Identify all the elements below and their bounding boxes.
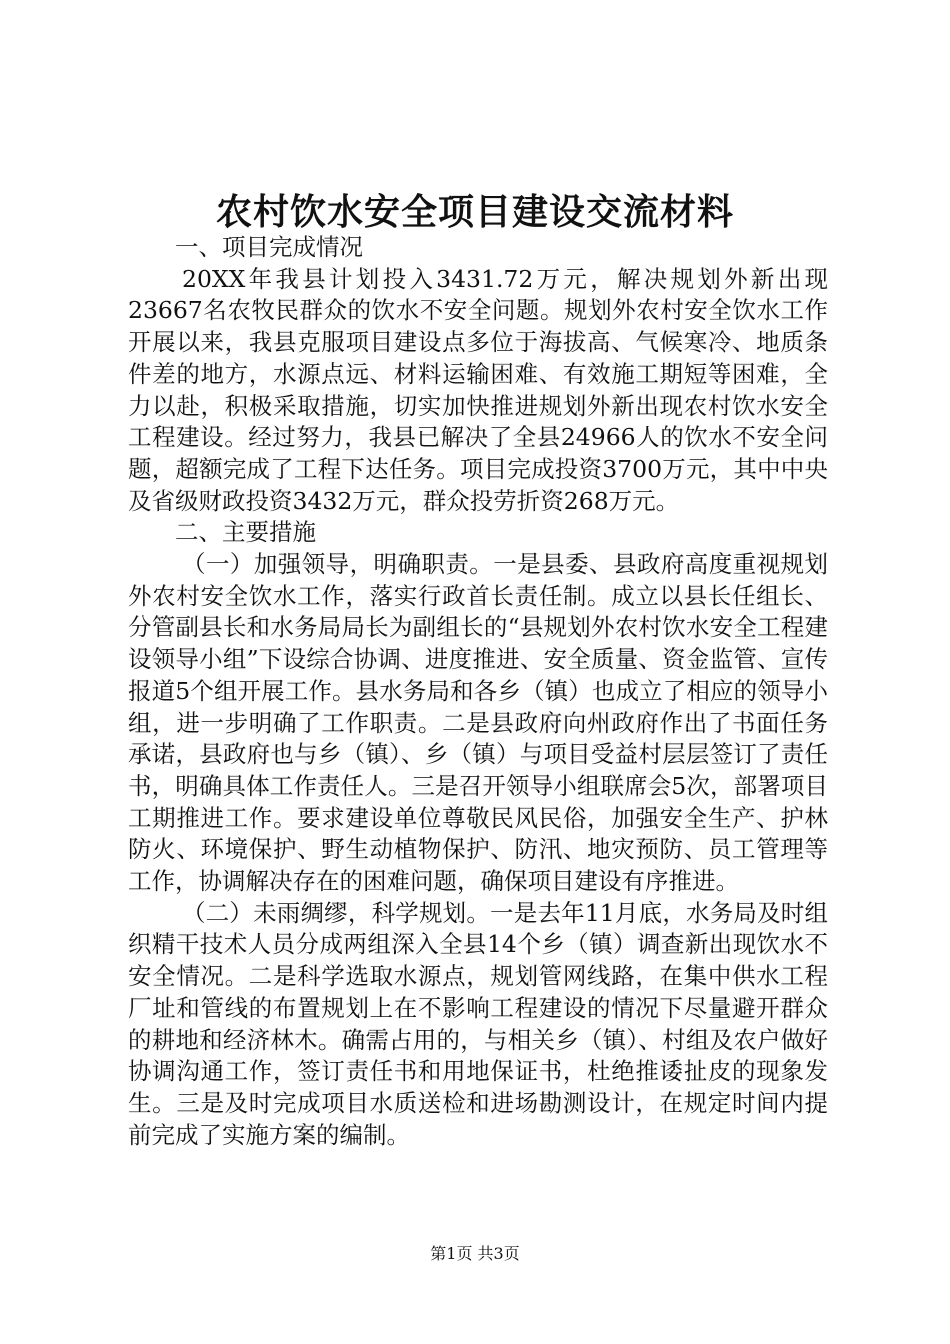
page-number-footer: 第1页 共3页: [430, 1244, 520, 1263]
section-heading-2: 二、主要措施: [175, 518, 316, 547]
section-paragraph: 20XX年我县计划投入3431.72万元，解决规划外新出现23667名农牧民群众的饮水不安全问题。规划外农村安全饮水工作开展以来，我县克服项目建设点多位于海拔高、气候寒冷、地质条件差的地方，水源点远、材料运输困难、有效施工期短等困难，全力以赴，积极采取措施，切实加快推进规划外新出现农村饮水安全工程建设。经过努力，我县已解决了全县24966人的饮水不安全问题，超额完成了工程下达任务。项目完成投资3700万元，其中中央及省级财政投资3432万元，群众投劳折资268万元。: [128, 264, 828, 515]
section-paragraph: （一）加强领导，明确职责。一是县委、县政府高度重视规划外农村安全饮水工作，落实行政首长责任制。成立以县长任组长、分管副县长和水务局局长为副组长的“县规划外农村饮水安全工程建设领导小组”下设综合协调、进度推进、安全质量、资金监管、宣传报道5个组开展工作。县水务局和各乡（镇）也成立了相应的领导小组，进一步明确了工作职责。二是县政府向州政府作出了书面任务承诺，县政府也与乡（镇）、乡（镇）与项目受益村层层签订了责任书，明确具体工作责任人。三是召开领导小组联席会5次，部署项目工期推进工作。要求建设单位尊敬民风民俗，加强安全生产、护林防火、环境保护、野生动植物保护、防汛、地灾预防、员工管理等工作，协调解决存在的困难问题，确保项目建设有序推进。: [128, 550, 828, 896]
document-body: [128, 232, 828, 1151]
document-title: 农村饮水安全项目建设交流材料: [215, 191, 734, 233]
section-paragraph: （二）未雨绸缪，科学规划。一是去年11月底，水务局及时组织精干技术人员分成两组深入全县14个乡（镇）调查新出现饮水不安全情况。二是科学选取水源点，规划管网线路，在集中供水工程厂址和管线的布置规划上在不影响工程建设的情况下尽量避开群众的耕地和经济林木。确需占用的，与相关乡（镇）、村组及农户做好协调沟通工作，签订责任书和用地保证书，杜绝推诿扯皮的现象发生。三是及时完成项目水质送检和进场勘测设计，在规定时间内提前完成了实施方案的编制。: [128, 898, 828, 1149]
section-heading-1: 一、项目完成情况: [175, 233, 363, 261]
